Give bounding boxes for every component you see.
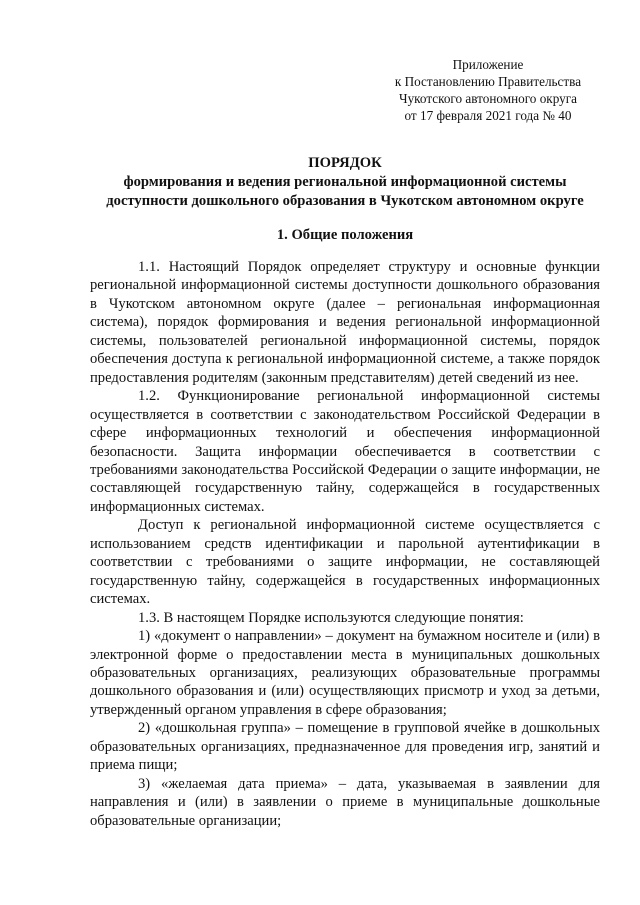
- annex-header: [388, 56, 588, 124]
- title-line-2: формирования и ведения региональной информационной системы: [123, 174, 567, 190]
- paragraph-1-1: 1.1. Настоящий Порядок определяет структуру и основные функции региональной информационной системы доступности дошкольного образования в Чукотском автономном округе (далее – региональная информационная система), порядок формирования и ведения региональной информационной системы, пользователей региональной информационной системы, порядок обеспечения доступа к региональной информационной системе, а также порядок предоставления родителям (законным представителям) детей сведений из нее.: [90, 259, 600, 386]
- section-heading: 1. Общие положения: [276, 227, 414, 243]
- document-title: [90, 154, 600, 211]
- document-body: [90, 258, 600, 830]
- paragraph-1-3: 1.3. В настоящем Порядке используются следующие понятия:: [138, 609, 524, 626]
- annex-line-4: от 17 февраля 2021 года № 40: [404, 108, 572, 123]
- paragraph-1-2: 1.2. Функционирование региональной информационной системы осуществляется в соответствии с законодательством Российской Федерации в сфере информационных технологий и обеспечения информационной безопасности. Защита информации обеспечивается в соответствии с требованиями законодательства Российской Федерации о защите информации, не составляющей государственную тайну, содержащейся в государственных информационных системах.: [90, 388, 600, 515]
- paragraph-access: Доступ к региональной информационной системе осуществляется с использованием средств идентификации и парольной аутентификации в соответствии с требованиями о защите информации, не составляющей государственную тайну, содержащейся в государственных информационных системах.: [90, 517, 600, 608]
- title-line-1: ПОРЯДОК: [308, 155, 382, 171]
- annex-line-3: Чукотского автономного округа: [399, 91, 577, 106]
- definition-1: 1) «документ о направлении» – документ на бумажном носителе и (или) в электронной форме о предоставлении места в муниципальных дошкольных образовательных организациях, реализующих образовательные программы дошкольного образования и (или) осуществляющих присмотр и уход за детьми, утвержденный органом управления в сфере образования;: [90, 628, 600, 718]
- annex-line-2: к Постановлению Правительства: [394, 74, 582, 89]
- annex-line-1: Приложение: [452, 57, 524, 72]
- title-line-3: доступности дошкольного образования в Чукотском автономном округе: [106, 193, 584, 209]
- definition-2: 2) «дошкольная группа» – помещение в групповой ячейке в дошкольных образовательных организациях, предназначенное для проведения игр, занятий и приема пищи;: [90, 720, 600, 774]
- definition-3: 3) «желаемая дата приема» – дата, указываемая в заявлении для направления и (или) в заявлении о приеме в муниципальные дошкольные образовательные организации;: [90, 775, 600, 829]
